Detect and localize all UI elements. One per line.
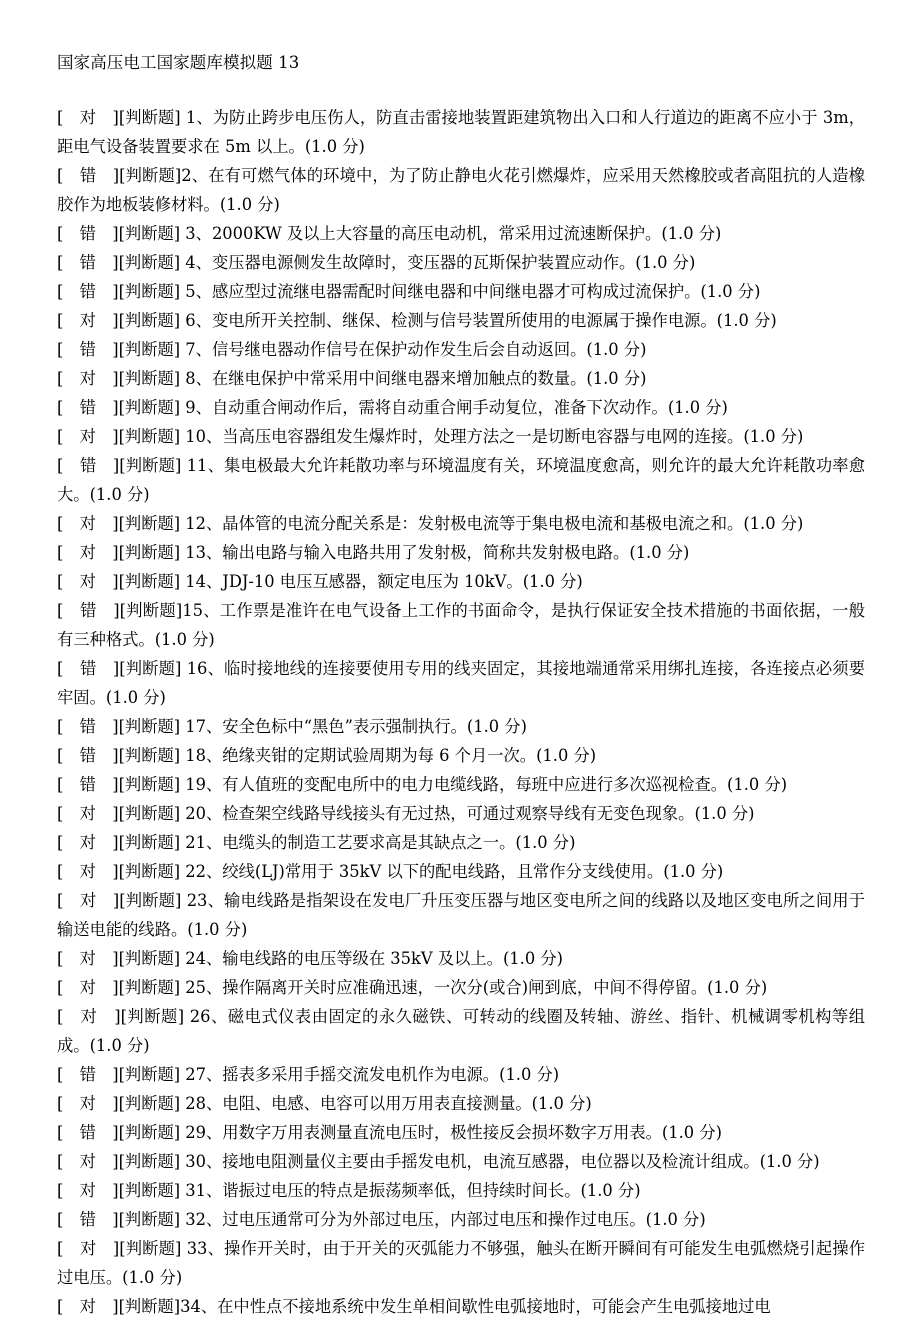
question-line	[57, 833, 575, 852]
question-type-tag: [判断题]	[119, 891, 187, 910]
question-line	[57, 253, 695, 272]
question-text: 在有可燃气体的环境中，为了防止静电火花引燃爆炸，应采用天然橡胶或者高阻抗的人造橡胶作为地板装修材料。	[57, 166, 865, 214]
question-number: 12、	[185, 514, 223, 533]
question-text: 临时接地线的连接要使用专用的线夹固定，其接地端通常采用绑扎连接，各连接点必须要牢固。	[57, 659, 865, 707]
question-score: (1.0 分)	[661, 1123, 722, 1142]
question-type-tag: [判断题]	[118, 1123, 186, 1142]
answer-bracket[interactable]: [ 对 ]	[57, 804, 119, 823]
question-type-tag: [判断题]	[119, 659, 187, 678]
question-line	[57, 601, 865, 649]
question-number: 8、	[185, 369, 212, 388]
question-line	[57, 1007, 865, 1055]
question-item	[57, 1176, 865, 1205]
question-type-tag: [判断题]	[118, 775, 186, 794]
question-item	[57, 828, 865, 857]
question-item	[57, 393, 865, 422]
question-type-tag: [判断题]	[119, 166, 182, 185]
question-number: 29、	[185, 1123, 223, 1142]
question-text: 在继电保护中常采用中间继电器来增加触点的数量。	[211, 369, 587, 388]
answer-bracket[interactable]: [ 错 ]	[57, 746, 119, 765]
question-item	[57, 538, 865, 567]
answer-bracket[interactable]: [ 错 ]	[57, 456, 120, 475]
question-item	[57, 451, 865, 509]
question-number: 14、	[185, 572, 223, 591]
answer-bracket[interactable]: [ 对 ]	[57, 1007, 121, 1026]
question-type-tag: [判断题]	[119, 456, 187, 475]
answer-bracket[interactable]: [ 错 ]	[57, 166, 120, 185]
question-score: (1.0 分)	[499, 1065, 560, 1084]
question-line	[57, 717, 527, 736]
question-line	[57, 311, 777, 330]
question-text: 变电所开关控制、继保、检测与信号装置所使用的电源属于操作电源。	[211, 311, 717, 330]
answer-bracket[interactable]: [ 错 ]	[57, 398, 119, 417]
question-item	[57, 770, 865, 799]
question-number: 3、	[185, 224, 212, 243]
question-text: 输电线路是指架设在发电厂升压变压器与地区变电所之间的线路以及地区变电所之间用于输送电能的线路。	[57, 891, 865, 939]
question-text: 绞线(LJ)常用于 35kV 以下的配电线路，且常作分支线使用。	[222, 862, 664, 881]
question-score: (1.0 分)	[586, 369, 647, 388]
question-line	[57, 456, 865, 504]
question-score: (1.0 分)	[667, 398, 728, 417]
answer-bracket[interactable]: [ 错 ]	[57, 1123, 119, 1142]
question-line	[57, 1065, 559, 1084]
question-line	[57, 166, 865, 214]
question-type-tag: [判断题]	[118, 978, 186, 997]
question-number: 1、	[185, 108, 213, 127]
question-type-tag: [判断题]	[118, 949, 186, 968]
question-type-tag: [判断题]	[120, 1007, 190, 1026]
answer-bracket[interactable]: [ 对 ]	[57, 572, 119, 591]
question-item	[57, 857, 865, 886]
question-line	[57, 572, 583, 591]
question-item	[57, 219, 865, 248]
answer-bracket[interactable]: [ 对 ]	[57, 978, 119, 997]
question-text: 接地电阻测量仪主要由手摇发电机，电流互感器，电位器以及检流计组成。	[222, 1152, 760, 1171]
question-score: (1.0 分)	[694, 804, 755, 823]
question-line	[57, 224, 721, 243]
question-text: 用数字万用表测量直流电压时，极性接反会损坏数字万用表。	[222, 1123, 662, 1142]
question-number: 24、	[185, 949, 223, 968]
question-type-tag: [判断题]	[118, 1094, 186, 1113]
question-number: 6、	[185, 311, 212, 330]
question-number: 22、	[185, 862, 223, 881]
question-type-tag: [判断题]	[118, 1065, 186, 1084]
question-text: 在中性点不接地系统中发生单相间歇性电弧接地时，可能会产生电弧接地过电	[217, 1297, 771, 1316]
answer-bracket[interactable]: [ 错 ]	[57, 224, 119, 243]
question-text: 输电线路的电压等级在 35kV 及以上。	[222, 949, 503, 968]
question-score: (1.0 分)	[105, 688, 166, 707]
question-score: (1.0 分)	[727, 775, 788, 794]
answer-bracket[interactable]: [ 对 ]	[57, 543, 119, 562]
answer-bracket[interactable]: [ 对 ]	[57, 1094, 119, 1113]
question-number: 19、	[185, 775, 223, 794]
page-title: 国家高压电工国家题库模拟题 13	[57, 53, 300, 72]
answer-bracket[interactable]: [ 错 ]	[57, 1065, 119, 1084]
question-score: (1.0 分)	[629, 543, 690, 562]
question-score: (1.0 分)	[716, 311, 777, 330]
answer-bracket[interactable]: [ 错 ]	[57, 775, 119, 794]
question-type-tag: [判断题]	[118, 1297, 181, 1316]
question-line	[57, 282, 760, 301]
question-number: 31、	[185, 1181, 223, 1200]
answer-bracket[interactable]: [ 对 ]	[57, 311, 119, 330]
question-type-tag: [判断题]	[119, 601, 183, 620]
question-item	[57, 161, 865, 219]
question-score: (1.0 分)	[759, 1152, 820, 1171]
question-text: 集电极最大允许耗散功率与环境温度有关，环境温度愈高，则允许的最大允许耗散功率愈大。	[57, 456, 865, 504]
question-line	[57, 978, 767, 997]
question-line	[57, 1123, 722, 1142]
answer-bracket[interactable]: [ 对 ]	[57, 369, 119, 388]
question-score: (1.0 分)	[304, 137, 365, 156]
question-item	[57, 364, 865, 393]
question-number: 13、	[185, 543, 223, 562]
question-line	[57, 1181, 641, 1200]
question-score: (1.0 分)	[466, 717, 527, 736]
question-line	[57, 746, 596, 765]
question-text: 输出电路与输入电路共用了发射极，简称共发射极电路。	[222, 543, 630, 562]
question-item	[57, 1147, 865, 1176]
question-score: (1.0 分)	[661, 224, 722, 243]
question-score: (1.0 分)	[536, 746, 597, 765]
question-text: 感应型过流继电器需配时间继电器和中间继电器才可构成过流保护。	[211, 282, 701, 301]
question-text: 安全色标中“黑色”表示强制执行。	[222, 717, 467, 736]
question-line	[57, 369, 646, 388]
question-item	[57, 712, 865, 741]
question-type-tag: [判断题]	[118, 253, 186, 272]
question-item	[57, 248, 865, 277]
question-type-tag: [判断题]	[118, 108, 186, 127]
question-item	[57, 1089, 865, 1118]
question-number: 25、	[185, 978, 223, 997]
question-type-tag: [判断题]	[118, 340, 186, 359]
question-text: 磁电式仪表由固定的永久磁铁、可转动的线圈及转轴、游丝、指针、机械调零机构等组成。	[57, 1007, 865, 1055]
answer-bracket[interactable]: [ 对 ]	[57, 949, 119, 968]
question-number: 23、	[186, 891, 225, 910]
question-score: (1.0 分)	[502, 949, 563, 968]
question-text: 工作票是准许在电气设备上工作的书面命令，是执行保证安全技术措施的书面依据，一般有三种格式。	[57, 601, 865, 649]
answer-bracket[interactable]: [ 对 ]	[57, 1297, 119, 1316]
question-number: 30、	[185, 1152, 223, 1171]
question-score: (1.0 分)	[663, 862, 724, 881]
question-type-tag: [判断题]	[118, 833, 186, 852]
answer-bracket[interactable]: [ 错 ]	[57, 1210, 119, 1229]
question-score: (1.0 分)	[89, 485, 150, 504]
question-text: 谐振过电压的特点是振荡频率低，但持续时间长。	[222, 1181, 581, 1200]
question-line	[57, 108, 865, 156]
question-number: 34、	[180, 1297, 218, 1316]
question-type-tag: [判断题]	[118, 224, 186, 243]
question-item	[57, 306, 865, 335]
question-line	[57, 775, 787, 794]
question-score: (1.0 分)	[187, 920, 248, 939]
question-type-tag: [判断题]	[118, 862, 186, 881]
question-line	[57, 862, 723, 881]
question-text: 检查架空线路导线接头有无过热，可通过观察导线有无变色现象。	[222, 804, 695, 823]
question-item	[57, 1205, 865, 1234]
question-item	[57, 567, 865, 596]
question-score: (1.0 分)	[531, 1094, 592, 1113]
question-number: 20、	[185, 804, 223, 823]
answer-bracket[interactable]: [ 错 ]	[57, 659, 120, 678]
question-type-tag: [判断题]	[118, 427, 186, 446]
question-text: 自动重合闸动作后，需将自动重合闸手动复位，准备下次动作。	[211, 398, 668, 417]
question-type-tag: [判断题]	[118, 1152, 186, 1171]
answer-bracket[interactable]: [ 对 ]	[57, 427, 119, 446]
question-score: (1.0 分)	[743, 427, 804, 446]
question-type-tag: [判断题]	[118, 717, 186, 736]
question-number: 26、	[189, 1007, 228, 1026]
answer-bracket[interactable]: [ 对 ]	[57, 1152, 119, 1171]
question-line	[57, 514, 803, 533]
question-number: 32、	[185, 1210, 223, 1229]
question-line	[57, 398, 728, 417]
question-item	[57, 654, 865, 712]
question-number: 27、	[185, 1065, 223, 1084]
question-text: 操作隔离开关时应准确迅速，一次分(或合)闸到底，中间不得停留。	[222, 978, 708, 997]
question-type-tag: [判断题]	[118, 804, 186, 823]
answer-bracket[interactable]: [ 对 ]	[57, 862, 119, 881]
question-line	[57, 949, 563, 968]
question-type-tag: [判断题]	[118, 543, 186, 562]
question-line	[57, 1152, 820, 1171]
question-number: 15、	[182, 601, 220, 620]
question-score: (1.0 分)	[635, 253, 696, 272]
question-item	[57, 1002, 865, 1060]
question-item	[57, 422, 865, 451]
answer-bracket[interactable]: [ 对 ]	[57, 108, 119, 127]
question-line	[57, 1239, 865, 1287]
question-item	[57, 103, 865, 161]
question-score: (1.0 分)	[89, 1036, 150, 1055]
question-number: 18、	[185, 746, 223, 765]
question-score: (1.0 分)	[522, 572, 583, 591]
question-text: 当高压电容器组发生爆炸时，处理方法之一是切断电容器与电网的连接。	[222, 427, 744, 446]
question-number: 21、	[185, 833, 223, 852]
question-number: 7、	[185, 340, 212, 359]
question-type-tag: [判断题]	[119, 1239, 187, 1258]
answer-bracket[interactable]: [ 对 ]	[57, 514, 119, 533]
question-text: 为防止跨步电压伤人，防直击雷接地装置距建筑物出入口和人行道边的距离不应小于 3m，距电气设备装置要求在 5m 以上。	[57, 108, 865, 156]
answer-bracket[interactable]: [ 错 ]	[57, 717, 119, 736]
answer-bracket[interactable]: [ 错 ]	[57, 601, 120, 620]
question-line	[57, 543, 689, 562]
question-text: 有人值班的变配电所中的电力电缆线路，每班中应进行多次巡视检查。	[222, 775, 728, 794]
question-text: 变压器电源侧发生故障时，变压器的瓦斯保护装置应动作。	[211, 253, 636, 272]
question-item	[57, 973, 865, 1002]
question-item	[57, 596, 865, 654]
question-type-tag: [判断题]	[118, 311, 186, 330]
question-number: 5、	[185, 282, 212, 301]
question-item	[57, 1118, 865, 1147]
question-item	[57, 277, 865, 306]
question-line	[57, 1210, 706, 1229]
answer-bracket[interactable]: [ 对 ]	[57, 1181, 119, 1200]
question-item	[57, 335, 865, 364]
question-line	[57, 659, 865, 707]
question-text: 电缆头的制造工艺要求高是其缺点之一。	[222, 833, 516, 852]
answer-bracket[interactable]: [ 错 ]	[57, 340, 119, 359]
question-line	[57, 1094, 592, 1113]
question-score: (1.0 分)	[219, 195, 280, 214]
question-number: 11、	[186, 456, 225, 475]
question-text: JDJ-10 电压互感器，额定电压为 10kV。	[222, 572, 523, 591]
question-text: 电阻、电感、电容可以用万用表直接测量。	[222, 1094, 532, 1113]
question-number: 33、	[186, 1239, 225, 1258]
question-line	[57, 891, 865, 939]
question-number: 2、	[181, 166, 209, 185]
question-number: 17、	[185, 717, 223, 736]
question-type-tag: [判断题]	[118, 1181, 186, 1200]
question-score: (1.0 分)	[707, 978, 768, 997]
question-type-tag: [判断题]	[118, 746, 186, 765]
question-line	[57, 427, 803, 446]
question-item	[57, 1060, 865, 1089]
question-text: 过电压通常可分为外部过电压，内部过电压和操作过电压。	[222, 1210, 646, 1229]
question-text: 信号继电器动作信号在保护动作发生后会自动返回。	[211, 340, 587, 359]
question-item	[57, 741, 865, 770]
answer-bracket[interactable]: [ 错 ]	[57, 282, 119, 301]
question-score: (1.0 分)	[580, 1181, 641, 1200]
question-type-tag: [判断题]	[118, 514, 186, 533]
question-item	[57, 944, 865, 973]
question-score: (1.0 分)	[515, 833, 576, 852]
question-number: 9、	[185, 398, 212, 417]
question-text: 摇表多采用手摇交流发电机作为电源。	[222, 1065, 500, 1084]
question-line	[57, 340, 646, 359]
question-line	[57, 804, 755, 823]
question-type-tag: [判断题]	[118, 398, 186, 417]
question-type-tag: [判断题]	[118, 572, 186, 591]
question-score: (1.0 分)	[122, 1268, 183, 1287]
question-text: 绝缘夹钳的定期试验周期为每 6 个月一次。	[222, 746, 537, 765]
question-item	[57, 1292, 865, 1321]
question-type-tag: [判断题]	[118, 369, 186, 388]
question-score: (1.0 分)	[154, 630, 215, 649]
question-line	[57, 1297, 771, 1316]
question-score: (1.0 分)	[586, 340, 647, 359]
question-score: (1.0 分)	[743, 514, 804, 533]
question-number: 16、	[186, 659, 225, 678]
question-item	[57, 799, 865, 828]
question-text: 晶体管的电流分配关系是：发射极电流等于集电极电流和基极电流之和。	[222, 514, 744, 533]
question-item	[57, 886, 865, 944]
question-item	[57, 1234, 865, 1292]
question-item	[57, 509, 865, 538]
question-type-tag: [判断题]	[118, 282, 186, 301]
answer-bracket[interactable]: [ 对 ]	[57, 1239, 120, 1258]
question-number: 4、	[185, 253, 212, 272]
answer-bracket[interactable]: [ 对 ]	[57, 891, 120, 910]
answer-bracket[interactable]: [ 错 ]	[57, 253, 119, 272]
question-type-tag: [判断题]	[118, 1210, 186, 1229]
question-score: (1.0 分)	[700, 282, 761, 301]
question-text: 操作开关时，由于开关的灭弧能力不够强，触头在断开瞬间有可能发生电弧燃烧引起操作过电压。	[57, 1239, 865, 1287]
question-number: 28、	[185, 1094, 223, 1113]
question-number: 10、	[185, 427, 223, 446]
question-list	[57, 103, 865, 1321]
question-text: 2000KW 及以上大容量的高压电动机，常采用过流速断保护。	[211, 224, 662, 243]
answer-bracket[interactable]: [ 对 ]	[57, 833, 119, 852]
question-score: (1.0 分)	[645, 1210, 706, 1229]
